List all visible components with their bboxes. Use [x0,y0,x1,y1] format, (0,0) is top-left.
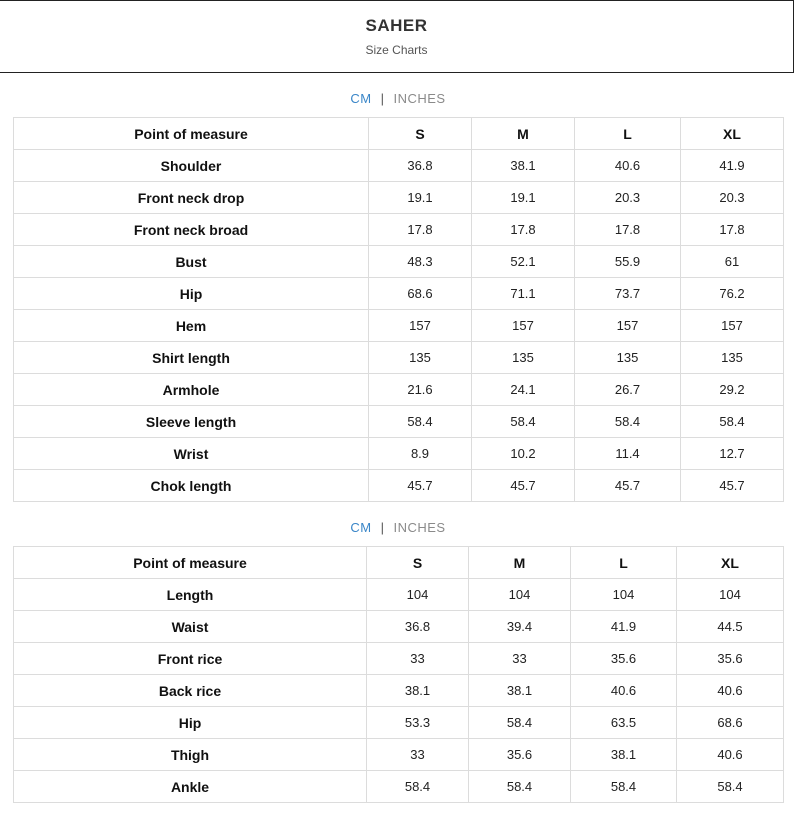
measure-value: 10.2 [472,438,575,470]
measure-value: 68.6 [677,707,784,739]
measure-value: 38.1 [469,675,571,707]
measure-value: 17.8 [681,214,784,246]
measure-value: 17.8 [472,214,575,246]
measure-value: 44.5 [677,611,784,643]
measure-label: Wrist [14,438,369,470]
measure-value: 33 [367,643,469,675]
measure-value: 76.2 [681,278,784,310]
measure-value: 24.1 [472,374,575,406]
table-row [14,342,784,374]
measure-value: 41.9 [681,150,784,182]
size-chart-table-bottom [13,546,784,803]
measure-label: Shoulder [14,150,369,182]
measure-value: 40.6 [575,150,681,182]
measure-label: Chok length [14,470,369,502]
measure-value: 35.6 [571,643,677,675]
unit-inches-button[interactable]: INCHES [393,520,446,535]
measure-value: 36.8 [367,611,469,643]
measure-value: 157 [472,310,575,342]
measure-label: Bust [14,246,369,278]
measure-value: 39.4 [469,611,571,643]
table-row [14,438,784,470]
table-header-row [14,547,784,579]
measure-label: Front neck drop [14,182,369,214]
measure-value: 135 [575,342,681,374]
measure-value: 157 [369,310,472,342]
measure-value: 58.4 [677,771,784,803]
measure-label: Armhole [14,374,369,406]
table-row [14,470,784,502]
unit-cm-button[interactable]: CM [350,520,372,535]
measure-label: Back rice [14,675,367,707]
measure-value: 8.9 [369,438,472,470]
measure-value: 73.7 [575,278,681,310]
measure-value: 20.3 [681,182,784,214]
measure-value: 53.3 [367,707,469,739]
unit-toggle-bottom [0,520,796,535]
unit-separator: | [380,520,385,535]
measure-value: 40.6 [677,675,784,707]
unit-cm-button[interactable]: CM [350,91,372,106]
measure-value: 58.4 [575,406,681,438]
table-row [14,675,784,707]
column-header-size: M [469,547,571,579]
column-header-size: XL [681,118,784,150]
measure-value: 45.7 [681,470,784,502]
measure-value: 58.4 [681,406,784,438]
brand-title: SAHER [365,16,428,35]
measure-value: 11.4 [575,438,681,470]
measure-label: Shirt length [14,342,369,374]
measure-label: Hip [14,707,367,739]
measure-value: 58.4 [369,406,472,438]
measure-value: 33 [367,739,469,771]
measure-label: Length [14,579,367,611]
measure-label: Waist [14,611,367,643]
measure-value: 45.7 [472,470,575,502]
table-row [14,579,784,611]
unit-inches-button[interactable]: INCHES [393,91,446,106]
measure-value: 40.6 [677,739,784,771]
measure-label: Front neck broad [14,214,369,246]
measure-value: 104 [367,579,469,611]
table-row [14,310,784,342]
measure-label: Sleeve length [14,406,369,438]
measure-value: 38.1 [472,150,575,182]
measure-value: 26.7 [575,374,681,406]
measure-value: 17.8 [369,214,472,246]
table-row [14,150,784,182]
measure-value: 58.4 [469,771,571,803]
unit-separator: | [380,91,385,106]
measure-value: 55.9 [575,246,681,278]
measure-value: 61 [681,246,784,278]
column-header-measure: Point of measure [14,118,369,150]
measure-label: Ankle [14,771,367,803]
measure-value: 45.7 [575,470,681,502]
measure-value: 68.6 [369,278,472,310]
table-header-row [14,118,784,150]
measure-value: 17.8 [575,214,681,246]
table-row [14,707,784,739]
column-header-size: S [367,547,469,579]
measure-value: 12.7 [681,438,784,470]
measure-value: 33 [469,643,571,675]
measure-value: 52.1 [472,246,575,278]
measure-value: 20.3 [575,182,681,214]
measure-value: 71.1 [472,278,575,310]
table-row [14,739,784,771]
measure-label: Hem [14,310,369,342]
table-row [14,611,784,643]
measure-value: 63.5 [571,707,677,739]
measure-value: 21.6 [369,374,472,406]
measure-label: Hip [14,278,369,310]
measure-value: 58.4 [367,771,469,803]
table-row [14,643,784,675]
measure-value: 104 [469,579,571,611]
measure-value: 135 [369,342,472,374]
measure-value: 135 [681,342,784,374]
column-header-size: L [575,118,681,150]
table-row [14,374,784,406]
measure-value: 48.3 [369,246,472,278]
measure-value: 19.1 [472,182,575,214]
measure-value: 38.1 [367,675,469,707]
measure-value: 29.2 [681,374,784,406]
measure-value: 58.4 [571,771,677,803]
table-row [14,246,784,278]
measure-value: 40.6 [571,675,677,707]
measure-value: 19.1 [369,182,472,214]
table-row [14,214,784,246]
table-row [14,771,784,803]
measure-value: 35.6 [469,739,571,771]
measure-value: 36.8 [369,150,472,182]
column-header-measure: Point of measure [14,547,367,579]
measure-value: 58.4 [472,406,575,438]
page-header [0,0,794,73]
column-header-size: L [571,547,677,579]
table-row [14,182,784,214]
measure-value: 58.4 [469,707,571,739]
column-header-size: S [369,118,472,150]
column-header-size: XL [677,547,784,579]
size-chart-table-top [13,117,784,502]
measure-label: Front rice [14,643,367,675]
measure-value: 35.6 [677,643,784,675]
measure-value: 104 [571,579,677,611]
measure-value: 41.9 [571,611,677,643]
measure-value: 38.1 [571,739,677,771]
table-row [14,406,784,438]
measure-value: 157 [575,310,681,342]
column-header-size: M [472,118,575,150]
measure-value: 157 [681,310,784,342]
measure-value: 135 [472,342,575,374]
measure-label: Thigh [14,739,367,771]
measure-value: 45.7 [369,470,472,502]
page-subtitle: Size Charts [365,43,428,57]
table-row [14,278,784,310]
measure-value: 104 [677,579,784,611]
unit-toggle-top [0,91,796,106]
